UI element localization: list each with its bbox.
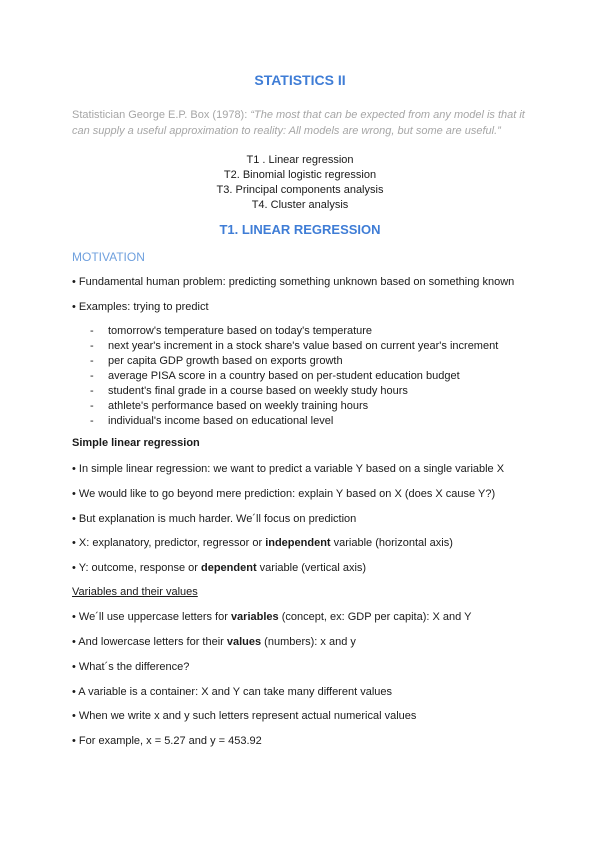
table-of-contents bbox=[72, 153, 528, 213]
simple-bullet: • Y: outcome, response or dependent variable (vertical axis) bbox=[72, 562, 367, 574]
variables-bullet: • What´s the difference? bbox=[72, 661, 190, 673]
example-item: - average PISA score in a country based on per-student education budget bbox=[90, 370, 460, 382]
example-item: - per capita GDP growth based on exports growth bbox=[90, 355, 343, 367]
example-item: - individual's income based on educational level bbox=[90, 415, 334, 427]
quote-text: “The most that can be expected from any model is that it can supply a useful approximation to reality: All models are wrong, but some are useful.” bbox=[72, 109, 525, 137]
motivation-bullet: • Fundamental human problem: predicting something unknown based on something known bbox=[72, 276, 515, 288]
variables-heading: Variables and their values bbox=[72, 586, 198, 598]
motivation-bullet: • Examples: trying to predict bbox=[72, 301, 209, 313]
toc-item: T4. Cluster analysis bbox=[251, 199, 349, 211]
quote-author: Statistician George E.P. Box (1978): bbox=[72, 109, 251, 121]
toc-item: T3. Principal components analysis bbox=[216, 184, 384, 196]
simple-regression-heading: Simple linear regression bbox=[72, 437, 200, 449]
variables-bullet: • And lowercase letters for their values (numbers): x and y bbox=[72, 636, 356, 648]
example-item: - tomorrow's temperature based on today's temperature bbox=[90, 325, 373, 337]
simple-bullet: • In simple linear regression: we want to predict a variable Y based on a single variable X bbox=[72, 463, 505, 475]
variables-bullet: • A variable is a container: X and Y can take many different values bbox=[72, 686, 392, 698]
toc-item: T1 . Linear regression bbox=[246, 154, 354, 166]
simple-bullet: • We would like to go beyond mere prediction: explain Y based on X (does X cause Y?) bbox=[72, 488, 496, 500]
simple-bullet: • X: explanatory, predictor, regressor or independent variable (horizontal axis) bbox=[72, 537, 453, 549]
document-title: STATISTICS II bbox=[254, 72, 346, 88]
example-item: - next year's increment in a stock share's value based on current year's increment bbox=[90, 340, 499, 352]
simple-bullet: • But explanation is much harder. We´ll focus on prediction bbox=[72, 513, 357, 525]
motivation-heading: MOTIVATION bbox=[72, 250, 145, 264]
variables-bullet: • We´ll use uppercase letters for variables (concept, ex: GDP per capita): X and Y bbox=[72, 611, 472, 623]
box-quote bbox=[72, 107, 528, 139]
variables-bullet: • When we write x and y such letters represent actual numerical values bbox=[72, 710, 417, 722]
variables-bullet: • For example, x = 5.27 and y = 453.92 bbox=[72, 735, 262, 747]
toc-item: T2. Binomial logistic regression bbox=[223, 169, 377, 181]
example-item: - athlete's performance based on weekly training hours bbox=[90, 400, 369, 412]
example-item: - student's final grade in a course based on weekly study hours bbox=[90, 385, 408, 397]
section-title: T1. LINEAR REGRESSION bbox=[219, 222, 381, 237]
